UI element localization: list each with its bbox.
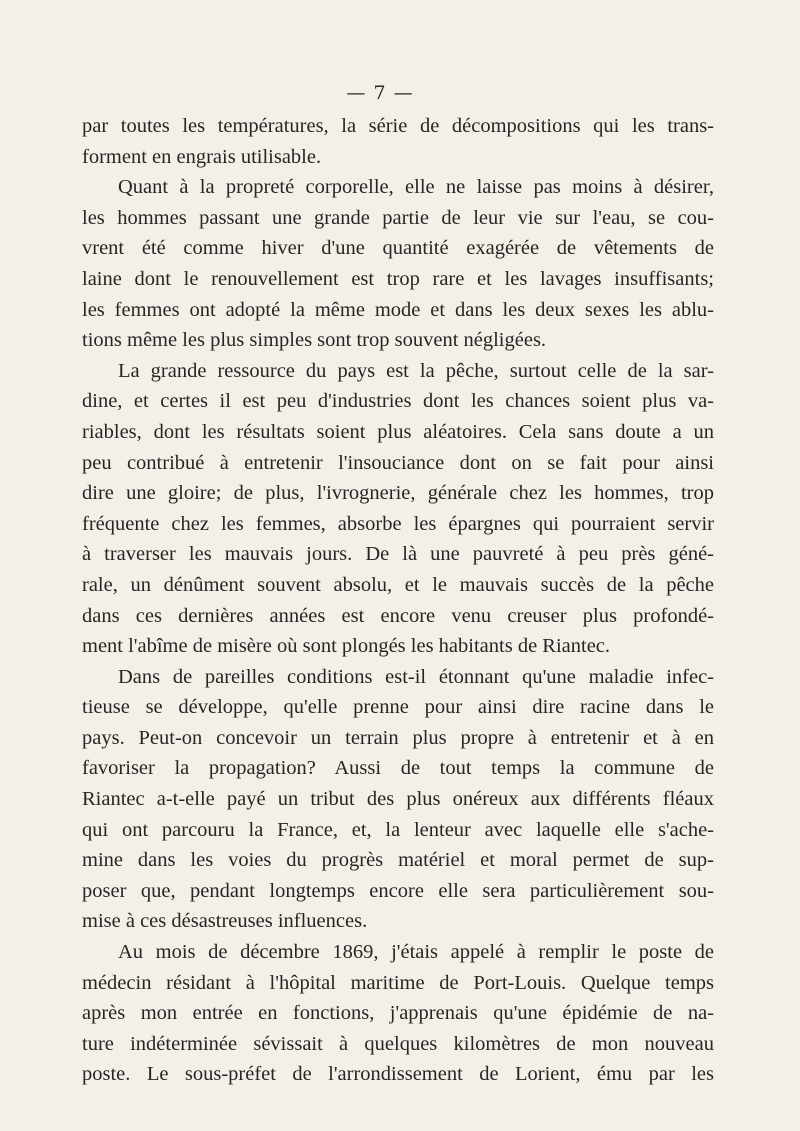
page-number: — 7 —	[346, 82, 414, 104]
text-line: dans ces dernières années est encore venu creuser plus profondé-	[82, 604, 714, 627]
text-line: mine dans les voies du progrès matériel et moral permet de sup-	[82, 849, 714, 872]
text-line: peu contribué à entretenir l'insouciance dont on se fait pour ainsi	[82, 451, 714, 474]
text-line: Quant à la propreté corporelle, elle ne laisse pas moins à désirer,	[118, 176, 714, 199]
paragraph	[82, 111, 714, 172]
text-line: les hommes passant une grande partie de leur vie sur l'eau, se cou-	[82, 206, 714, 229]
text-line: rale, un dénûment souvent absolu, et le mauvais succès de la pêche	[82, 573, 714, 596]
text-line: les femmes ont adopté la même mode et dans les deux sexes les ablu-	[82, 298, 714, 321]
text-line: forment en engrais utilisable.	[82, 145, 322, 168]
text-line: dine, et certes il est peu d'industries dont les chances soient plus va-	[82, 390, 714, 413]
text-line: favoriser la propagation? Aussi de tout temps la commune de	[82, 757, 714, 780]
text-line: La grande ressource du pays est la pêche, surtout celle de la sar-	[118, 359, 714, 382]
text-line: après mon entrée en fonctions, j'apprenais qu'une épidémie de na-	[82, 1002, 714, 1025]
text-line: tions même les plus simples sont trop souvent négligées.	[82, 329, 547, 352]
text-line: Au mois de décembre 1869, j'étais appelé à remplir le poste de	[118, 941, 714, 964]
paragraph	[82, 937, 714, 1090]
text-line: ture indéterminée sévissait à quelques kilomètres de mon nouveau	[82, 1032, 714, 1055]
body-text	[82, 111, 714, 1090]
text-line: pays. Peut-on concevoir un terrain plus propre à entretenir et à en	[82, 726, 714, 749]
text-line: mise à ces désastreuses influences.	[82, 910, 368, 933]
paragraph	[82, 662, 714, 937]
text-line: tieuse se développe, qu'elle prenne pour ainsi dire racine dans le	[82, 696, 714, 719]
text-line: poste. Le sous-préfet de l'arrondissement de Lorient, ému par les	[82, 1063, 714, 1086]
text-line: dire une gloire; de plus, l'ivrognerie, générale chez les hommes, trop	[82, 482, 714, 505]
text-line: à traverser les mauvais jours. De là une pauvreté à peu près géné-	[82, 543, 714, 566]
text-line: par toutes les températures, la série de décompositions qui les trans-	[82, 115, 714, 137]
text-line: fréquente chez les femmes, absorbe les épargnes qui pourraient servir	[82, 512, 714, 535]
text-line: Dans de pareilles conditions est-il étonnant qu'une maladie infec-	[118, 665, 714, 688]
paragraph	[82, 356, 714, 662]
text-line: vrent été comme hiver d'une quantité exagérée de vêtements de	[82, 237, 714, 260]
text-line: poser que, pendant longtemps encore elle sera particulièrement sou-	[82, 879, 714, 902]
text-line: laine dont le renouvellement est trop rare et les lavages insuffisants;	[82, 267, 714, 290]
text-line: Riantec a-t-elle payé un tribut des plus onéreux aux différents fléaux	[82, 788, 714, 811]
text-line: qui ont parcouru la France, et, la lenteur avec laquelle elle s'ache-	[82, 818, 714, 841]
paragraph	[82, 172, 714, 356]
text-line: médecin résidant à l'hôpital maritime de Port-Louis. Quelque temps	[82, 971, 714, 994]
text-line: riables, dont les résultats soient plus aléatoires. Cela sans doute a un	[82, 420, 714, 443]
text-line: ment l'abîme de misère où sont plongés les habitants de Riantec.	[82, 635, 611, 658]
